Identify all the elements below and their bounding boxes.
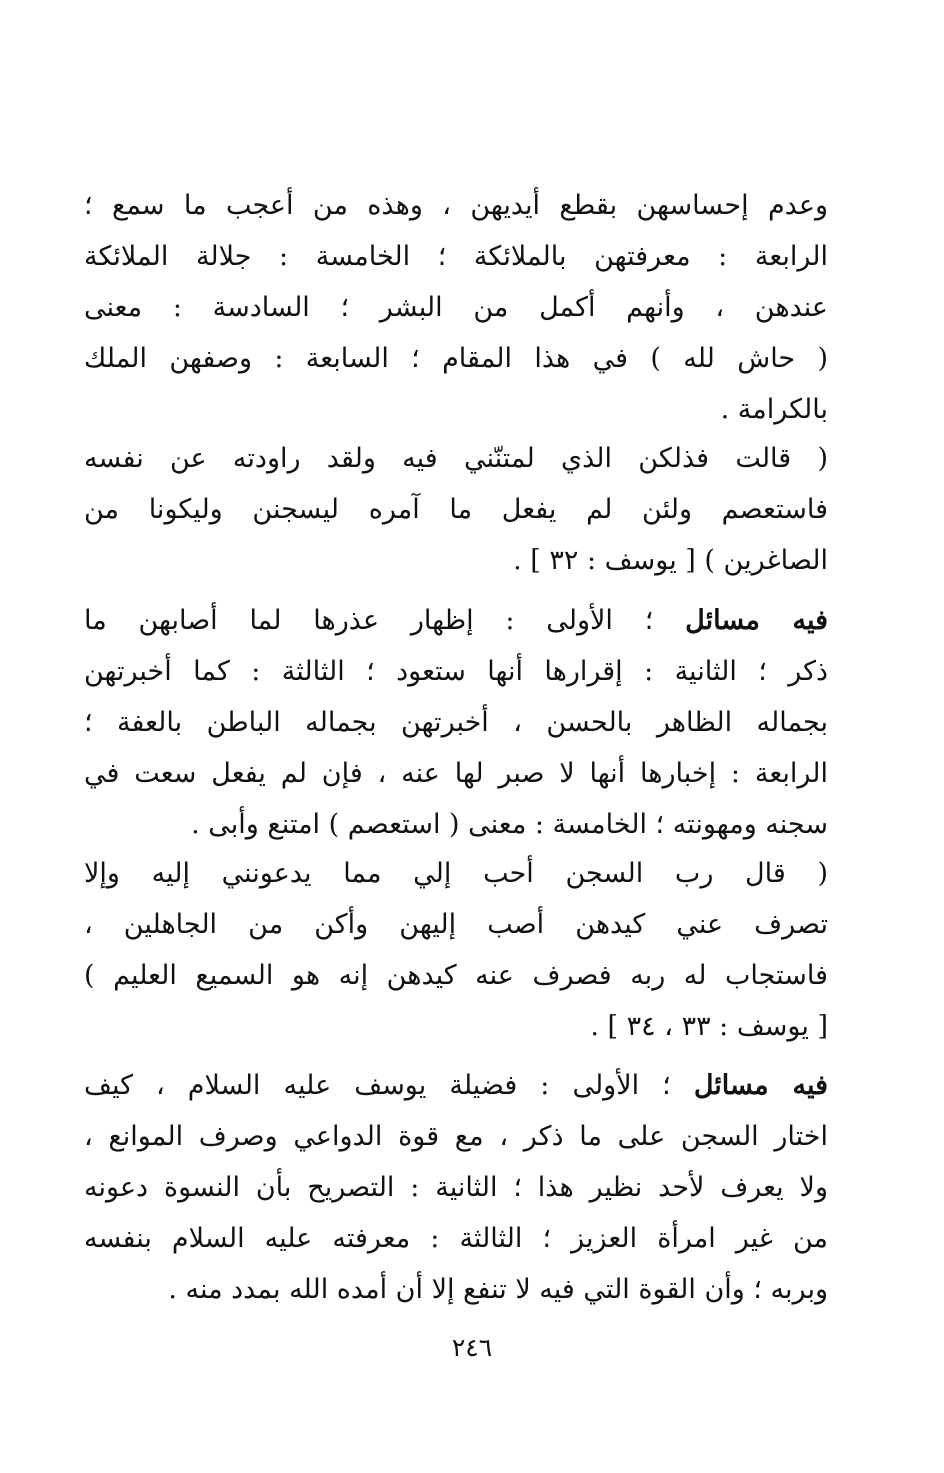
paragraph-quran-verses-33-34: [84, 848, 828, 1052]
paragraph-quran-verse-32: [84, 433, 828, 586]
text-line: [84, 1060, 828, 1111]
text-line: ( حاش لله ) في هذا المقام ؛ السابعة : وصفهن الملك: [84, 343, 828, 374]
text-line: [84, 595, 828, 646]
text-line: الصاغرين ) [ يوسف : ٣٢ ] .: [513, 545, 828, 576]
issues-heading: فيه مسائل: [693, 1070, 828, 1101]
issues-heading: فيه مسائل: [685, 605, 828, 636]
text-line: ذكر ؛ الثانية : إقرارها أنها ستعود ؛ الثالثة : كما أخبرتهن: [84, 656, 828, 687]
text-line: فاستجاب له ربه فصرف عنه كيدهن إنه هو السميع العليم ): [84, 960, 828, 991]
text-line: فاستعصم ولئن لم يفعل ما آمره ليسجنن وليكونا من: [84, 494, 828, 525]
page-number: ٢٤٦: [451, 1333, 493, 1362]
text-line-rest: ؛ الأولى : فضيلة يوسف عليه السلام ، كيف: [84, 1070, 694, 1101]
text-line: ولا يعرف لأحد نظير هذا ؛ الثانية : التصريح بأن النسوة دعونه: [84, 1172, 828, 1203]
paragraph-issues-1: [84, 595, 828, 850]
text-line: سجنه ومهونته ؛ الخامسة : معنى ( استعصم ) امتنع وأبى .: [191, 809, 828, 840]
text-line: [ يوسف : ٣٣ ، ٣٤ ] .: [590, 1011, 828, 1042]
text-line: ( قالت فذلكن الذي لمتنّني فيه ولقد راودته عن نفسه: [84, 443, 828, 474]
text-line: الرابعة : إخبارها أنها لا صبر لها عنه ، فإن لم يفعل سعت في: [84, 758, 828, 789]
paragraph-commentary-1: [84, 180, 828, 435]
text-line: وعدم إحساسهن بقطع أيديهن ، وهذه من أعجب ما سمع ؛: [84, 190, 828, 221]
text-line: بجماله الظاهر بالحسن ، أخبرتهن بجماله الباطن بالعفة ؛: [84, 707, 828, 738]
text-line: بالكرامة .: [720, 394, 828, 425]
text-line: عندهن ، وأنهم أكمل من البشر ؛ السادسة : معنى: [84, 292, 828, 323]
text-line: من غير امرأة العزيز ؛ الثالثة : معرفته عليه السلام بنفسه: [84, 1223, 828, 1254]
text-line: وبربه ؛ وأن القوة التي فيه لا تنفع إلا أن أمده الله بمدد منه .: [168, 1274, 828, 1305]
text-line: ( قال رب السجن أحب إلي مما يدعونني إليه وإلا: [84, 858, 828, 889]
text-line-rest: ؛ الأولى : إظهار عذرها لما أصابهن ما: [84, 605, 686, 636]
text-line: الرابعة : معرفتهن بالملائكة ؛ الخامسة : جلالة الملائكة: [84, 241, 828, 272]
paragraph-issues-2: [84, 1060, 828, 1315]
text-line: تصرف عني كيدهن أصب إليهن وأكن من الجاهلين ،: [84, 909, 828, 940]
text-line: اختار السجن على ما ذكر ، مع قوة الدواعي وصرف الموانع ،: [84, 1121, 828, 1152]
